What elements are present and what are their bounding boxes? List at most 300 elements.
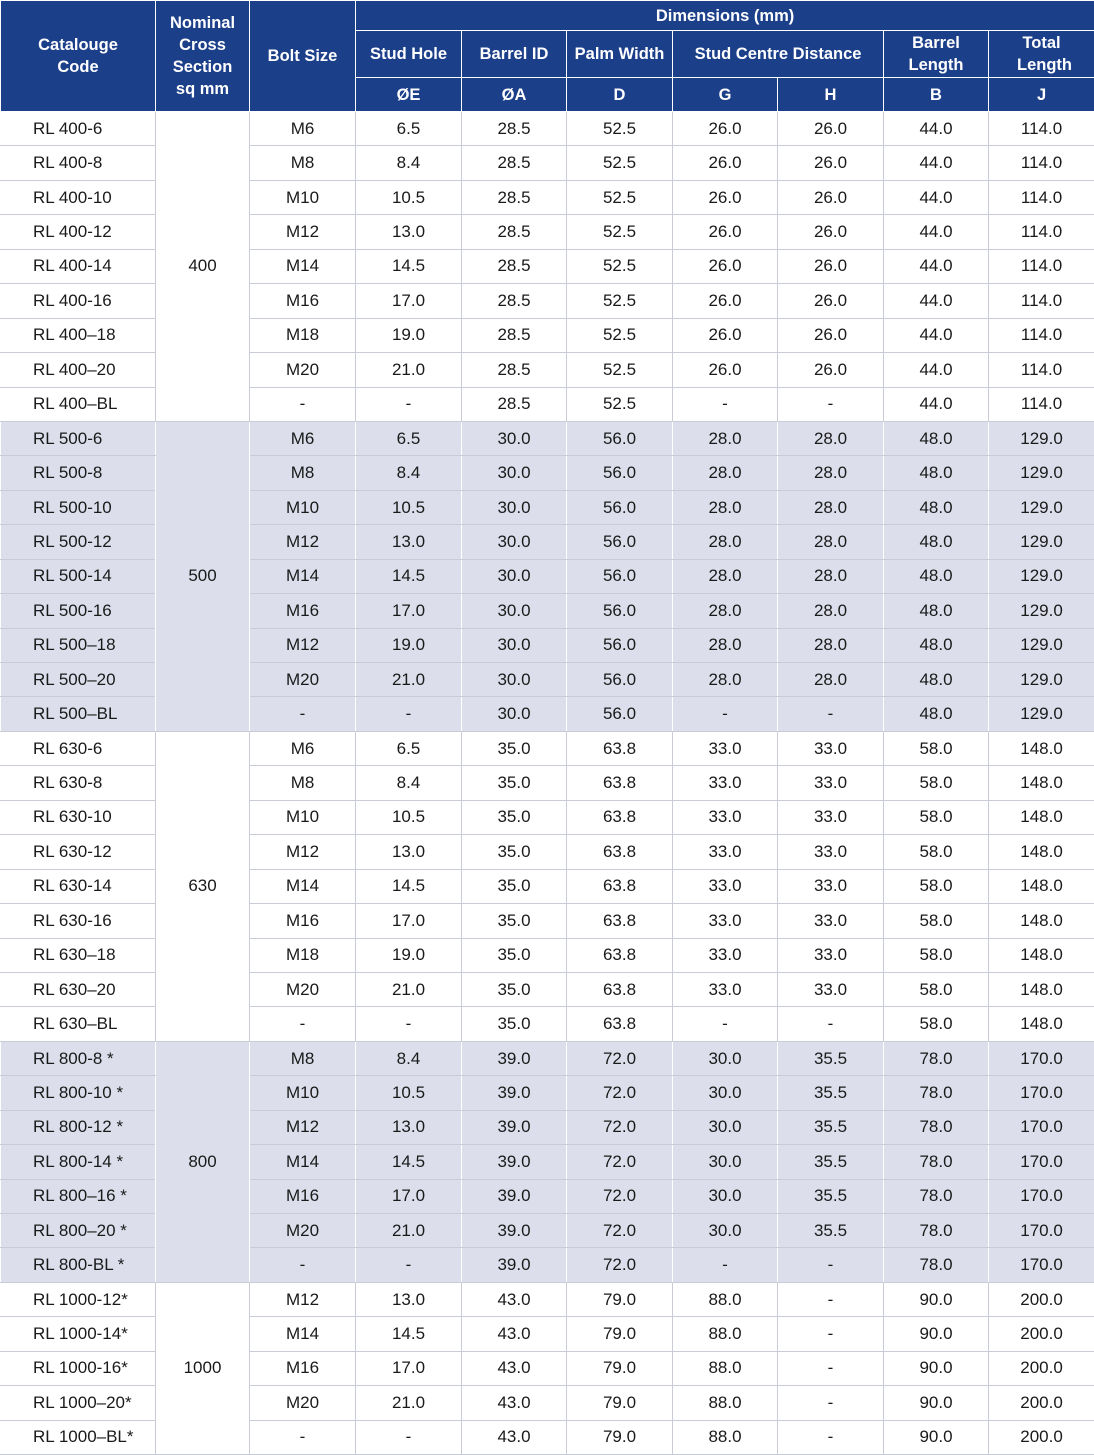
total-length-cell: 129.0	[989, 421, 1094, 455]
catalogue-code-cell: RL 1000-14*	[1, 1317, 156, 1351]
palm-width-cell: 63.8	[567, 731, 673, 765]
stud-centre-h-cell: -	[778, 1420, 884, 1454]
header-stud-centre-distance: Stud Centre Distance	[673, 31, 884, 78]
catalogue-code-cell: RL 800-8 *	[1, 1041, 156, 1075]
header-stud-hole: Stud Hole	[356, 31, 462, 78]
stud-hole-cell: 14.5	[356, 869, 462, 903]
catalogue-code-cell: RL 1000–BL*	[1, 1420, 156, 1454]
stud-centre-g-cell: 28.0	[673, 456, 778, 490]
barrel-length-cell: 44.0	[884, 387, 989, 421]
stud-centre-g-cell: -	[673, 387, 778, 421]
barrel-id-cell: 39.0	[462, 1110, 567, 1144]
bolt-size-cell: M16	[250, 904, 356, 938]
stud-centre-h-cell: 33.0	[778, 904, 884, 938]
barrel-id-cell: 39.0	[462, 1145, 567, 1179]
barrel-id-cell: 35.0	[462, 972, 567, 1006]
stud-hole-cell: 17.0	[356, 904, 462, 938]
palm-width-cell: 52.5	[567, 249, 673, 283]
barrel-length-cell: 44.0	[884, 112, 989, 146]
catalogue-code-cell: RL 400–18	[1, 318, 156, 352]
palm-width-cell: 52.5	[567, 387, 673, 421]
palm-width-cell: 52.5	[567, 215, 673, 249]
catalogue-code-cell: RL 1000–20*	[1, 1386, 156, 1420]
catalogue-code-cell: RL 500–20	[1, 663, 156, 697]
bolt-size-cell: M10	[250, 180, 356, 214]
barrel-id-cell: 28.5	[462, 112, 567, 146]
stud-centre-g-cell: 30.0	[673, 1076, 778, 1110]
stud-centre-g-cell: 88.0	[673, 1386, 778, 1420]
bolt-size-cell: M16	[250, 284, 356, 318]
stud-centre-g-cell: 26.0	[673, 249, 778, 283]
nominal-cross-section-cell: 800	[156, 1041, 250, 1282]
stud-centre-g-cell: -	[673, 1007, 778, 1041]
header-symbol-e: ØE	[356, 78, 462, 112]
barrel-id-cell: 28.5	[462, 318, 567, 352]
stud-centre-g-cell: 33.0	[673, 835, 778, 869]
barrel-id-cell: 30.0	[462, 594, 567, 628]
palm-width-cell: 79.0	[567, 1317, 673, 1351]
barrel-length-cell: 58.0	[884, 766, 989, 800]
palm-width-cell: 72.0	[567, 1145, 673, 1179]
stud-hole-cell: 10.5	[356, 1076, 462, 1110]
palm-width-cell: 56.0	[567, 663, 673, 697]
header-symbol-g: G	[673, 78, 778, 112]
bolt-size-cell: M16	[250, 594, 356, 628]
bolt-size-cell: M14	[250, 1145, 356, 1179]
header-dimensions: Dimensions (mm)	[356, 1, 1094, 31]
palm-width-cell: 52.5	[567, 318, 673, 352]
catalogue-code-cell: RL 630-6	[1, 731, 156, 765]
stud-hole-cell: 21.0	[356, 1386, 462, 1420]
stud-hole-cell: 17.0	[356, 594, 462, 628]
bolt-size-cell: M10	[250, 490, 356, 524]
stud-centre-g-cell: 26.0	[673, 284, 778, 318]
total-length-cell: 200.0	[989, 1386, 1094, 1420]
stud-centre-h-cell: -	[778, 387, 884, 421]
bolt-size-cell: M12	[250, 835, 356, 869]
stud-hole-cell: 8.4	[356, 456, 462, 490]
header-symbol-d: D	[567, 78, 673, 112]
stud-centre-h-cell: -	[778, 1351, 884, 1385]
stud-hole-cell: 8.4	[356, 146, 462, 180]
catalogue-code-cell: RL 400-16	[1, 284, 156, 318]
barrel-id-cell: 30.0	[462, 525, 567, 559]
stud-hole-cell: 21.0	[356, 1214, 462, 1248]
stud-centre-h-cell: 28.0	[778, 663, 884, 697]
stud-centre-g-cell: 26.0	[673, 318, 778, 352]
stud-centre-h-cell: 28.0	[778, 456, 884, 490]
header-barrel-length: Barrel Length	[884, 31, 989, 78]
palm-width-cell: 63.8	[567, 972, 673, 1006]
stud-centre-h-cell: 26.0	[778, 215, 884, 249]
stud-centre-g-cell: 28.0	[673, 559, 778, 593]
catalogue-code-cell: RL 800-14 *	[1, 1145, 156, 1179]
barrel-length-cell: 48.0	[884, 490, 989, 524]
header-symbol-b: B	[884, 78, 989, 112]
barrel-length-cell: 44.0	[884, 146, 989, 180]
total-length-cell: 170.0	[989, 1110, 1094, 1144]
barrel-length-cell: 78.0	[884, 1076, 989, 1110]
palm-width-cell: 79.0	[567, 1420, 673, 1454]
catalogue-code-cell: RL 630–18	[1, 938, 156, 972]
total-length-cell: 200.0	[989, 1351, 1094, 1385]
catalogue-code-cell: RL 630-16	[1, 904, 156, 938]
catalogue-code-cell: RL 500-8	[1, 456, 156, 490]
barrel-id-cell: 35.0	[462, 835, 567, 869]
catalogue-code-cell: RL 400–20	[1, 353, 156, 387]
total-length-cell: 200.0	[989, 1317, 1094, 1351]
total-length-cell: 129.0	[989, 663, 1094, 697]
barrel-id-cell: 39.0	[462, 1214, 567, 1248]
barrel-id-cell: 39.0	[462, 1179, 567, 1213]
total-length-cell: 148.0	[989, 1007, 1094, 1041]
stud-hole-cell: 8.4	[356, 766, 462, 800]
header-palm-width: Palm Width	[567, 31, 673, 78]
bolt-size-cell: M12	[250, 215, 356, 249]
stud-hole-cell: -	[356, 1248, 462, 1282]
palm-width-cell: 56.0	[567, 525, 673, 559]
barrel-length-cell: 90.0	[884, 1317, 989, 1351]
catalogue-code-cell: RL 400-10	[1, 180, 156, 214]
stud-centre-g-cell: 26.0	[673, 146, 778, 180]
palm-width-cell: 56.0	[567, 559, 673, 593]
barrel-id-cell: 39.0	[462, 1041, 567, 1075]
stud-centre-g-cell: 33.0	[673, 869, 778, 903]
barrel-length-cell: 48.0	[884, 525, 989, 559]
barrel-length-cell: 48.0	[884, 663, 989, 697]
total-length-cell: 114.0	[989, 180, 1094, 214]
stud-hole-cell: 6.5	[356, 112, 462, 146]
bolt-size-cell: -	[250, 697, 356, 731]
total-length-cell: 114.0	[989, 318, 1094, 352]
bolt-size-cell: M20	[250, 663, 356, 697]
stud-centre-h-cell: 33.0	[778, 972, 884, 1006]
bolt-size-cell: M10	[250, 1076, 356, 1110]
palm-width-cell: 79.0	[567, 1282, 673, 1316]
stud-centre-g-cell: 88.0	[673, 1351, 778, 1385]
barrel-length-cell: 48.0	[884, 456, 989, 490]
stud-hole-cell: 13.0	[356, 1110, 462, 1144]
bolt-size-cell: -	[250, 1007, 356, 1041]
catalogue-code-cell: RL 500–BL	[1, 697, 156, 731]
palm-width-cell: 63.8	[567, 766, 673, 800]
nominal-cross-section-cell: 1000	[156, 1282, 250, 1454]
row-group	[1, 1282, 1094, 1454]
catalogue-code-cell: RL 500-6	[1, 421, 156, 455]
stud-hole-cell: 13.0	[356, 525, 462, 559]
palm-width-cell: 56.0	[567, 628, 673, 662]
barrel-id-cell: 43.0	[462, 1317, 567, 1351]
stud-hole-cell: -	[356, 697, 462, 731]
catalogue-code-cell: RL 1000-12*	[1, 1282, 156, 1316]
stud-centre-g-cell: -	[673, 697, 778, 731]
stud-centre-h-cell: 33.0	[778, 938, 884, 972]
barrel-length-cell: 48.0	[884, 421, 989, 455]
palm-width-cell: 56.0	[567, 697, 673, 731]
stud-centre-g-cell: 26.0	[673, 215, 778, 249]
total-length-cell: 170.0	[989, 1076, 1094, 1110]
stud-centre-h-cell: 33.0	[778, 835, 884, 869]
stud-centre-g-cell: 28.0	[673, 421, 778, 455]
stud-centre-h-cell: 35.5	[778, 1179, 884, 1213]
stud-centre-g-cell: 28.0	[673, 490, 778, 524]
bolt-size-cell: M6	[250, 731, 356, 765]
barrel-id-cell: 30.0	[462, 559, 567, 593]
table-row	[1, 1282, 1094, 1316]
bolt-size-cell: -	[250, 387, 356, 421]
stud-centre-h-cell: 33.0	[778, 731, 884, 765]
stud-hole-cell: 19.0	[356, 938, 462, 972]
catalogue-code-cell: RL 400-6	[1, 112, 156, 146]
total-length-cell: 148.0	[989, 766, 1094, 800]
stud-centre-h-cell: 28.0	[778, 594, 884, 628]
barrel-id-cell: 43.0	[462, 1386, 567, 1420]
total-length-cell: 170.0	[989, 1041, 1094, 1075]
bolt-size-cell: M12	[250, 628, 356, 662]
stud-centre-g-cell: 33.0	[673, 938, 778, 972]
palm-width-cell: 79.0	[567, 1351, 673, 1385]
header-nominal-cross-section: Nominal Cross Section sq mm	[156, 1, 250, 112]
bolt-size-cell: M8	[250, 456, 356, 490]
total-length-cell: 170.0	[989, 1214, 1094, 1248]
stud-centre-h-cell: 26.0	[778, 284, 884, 318]
total-length-cell: 114.0	[989, 353, 1094, 387]
stud-centre-g-cell: 33.0	[673, 766, 778, 800]
barrel-id-cell: 35.0	[462, 938, 567, 972]
stud-hole-cell: -	[356, 387, 462, 421]
stud-hole-cell: 8.4	[356, 1041, 462, 1075]
total-length-cell: 114.0	[989, 387, 1094, 421]
stud-hole-cell: -	[356, 1007, 462, 1041]
bolt-size-cell: M14	[250, 1317, 356, 1351]
barrel-id-cell: 30.0	[462, 697, 567, 731]
barrel-length-cell: 58.0	[884, 869, 989, 903]
stud-centre-g-cell: 88.0	[673, 1282, 778, 1316]
stud-centre-g-cell: 28.0	[673, 525, 778, 559]
stud-hole-cell: 17.0	[356, 284, 462, 318]
barrel-length-cell: 48.0	[884, 559, 989, 593]
stud-centre-h-cell: 26.0	[778, 146, 884, 180]
stud-centre-h-cell: -	[778, 1317, 884, 1351]
stud-centre-g-cell: 88.0	[673, 1317, 778, 1351]
table-header	[1, 1, 1094, 112]
barrel-id-cell: 35.0	[462, 766, 567, 800]
bolt-size-cell: M8	[250, 146, 356, 180]
total-length-cell: 129.0	[989, 697, 1094, 731]
row-group	[1, 112, 1094, 422]
bolt-size-cell: M6	[250, 421, 356, 455]
stud-centre-g-cell: 30.0	[673, 1214, 778, 1248]
barrel-id-cell: 43.0	[462, 1282, 567, 1316]
bolt-size-cell: M14	[250, 869, 356, 903]
stud-centre-g-cell: 28.0	[673, 663, 778, 697]
stud-centre-g-cell: 33.0	[673, 904, 778, 938]
total-length-cell: 114.0	[989, 249, 1094, 283]
bolt-size-cell: M18	[250, 318, 356, 352]
barrel-length-cell: 90.0	[884, 1351, 989, 1385]
barrel-id-cell: 28.5	[462, 353, 567, 387]
stud-hole-cell: 14.5	[356, 1317, 462, 1351]
barrel-id-cell: 30.0	[462, 456, 567, 490]
palm-width-cell: 52.5	[567, 180, 673, 214]
table-row	[1, 421, 1094, 455]
barrel-id-cell: 28.5	[462, 180, 567, 214]
total-length-cell: 148.0	[989, 835, 1094, 869]
stud-centre-g-cell: 28.0	[673, 628, 778, 662]
barrel-length-cell: 58.0	[884, 904, 989, 938]
catalogue-code-cell: RL 500-16	[1, 594, 156, 628]
bolt-size-cell: M16	[250, 1179, 356, 1213]
total-length-cell: 129.0	[989, 490, 1094, 524]
stud-centre-h-cell: 35.5	[778, 1076, 884, 1110]
total-length-cell: 148.0	[989, 972, 1094, 1006]
stud-centre-h-cell: -	[778, 1386, 884, 1420]
barrel-length-cell: 58.0	[884, 835, 989, 869]
barrel-id-cell: 43.0	[462, 1420, 567, 1454]
catalogue-code-cell: RL 630-14	[1, 869, 156, 903]
bolt-size-cell: M10	[250, 800, 356, 834]
header-symbol-h: H	[778, 78, 884, 112]
palm-width-cell: 52.5	[567, 146, 673, 180]
barrel-id-cell: 35.0	[462, 800, 567, 834]
stud-hole-cell: 13.0	[356, 1282, 462, 1316]
catalogue-code-cell: RL 630-10	[1, 800, 156, 834]
barrel-id-cell: 30.0	[462, 421, 567, 455]
barrel-length-cell: 44.0	[884, 318, 989, 352]
barrel-length-cell: 90.0	[884, 1420, 989, 1454]
total-length-cell: 129.0	[989, 559, 1094, 593]
barrel-length-cell: 44.0	[884, 249, 989, 283]
catalogue-code-cell: RL 630–BL	[1, 1007, 156, 1041]
stud-centre-h-cell: 26.0	[778, 318, 884, 352]
stud-centre-g-cell: 33.0	[673, 972, 778, 1006]
total-length-cell: 148.0	[989, 938, 1094, 972]
palm-width-cell: 63.8	[567, 1007, 673, 1041]
barrel-id-cell: 35.0	[462, 731, 567, 765]
header-total-length: Total Length	[989, 31, 1094, 78]
total-length-cell: 200.0	[989, 1420, 1094, 1454]
stud-centre-h-cell: 33.0	[778, 766, 884, 800]
total-length-cell: 148.0	[989, 869, 1094, 903]
barrel-length-cell: 90.0	[884, 1282, 989, 1316]
total-length-cell: 170.0	[989, 1179, 1094, 1213]
barrel-length-cell: 58.0	[884, 1007, 989, 1041]
total-length-cell: 170.0	[989, 1145, 1094, 1179]
total-length-cell: 200.0	[989, 1282, 1094, 1316]
total-length-cell: 129.0	[989, 628, 1094, 662]
palm-width-cell: 56.0	[567, 594, 673, 628]
barrel-id-cell: 28.5	[462, 249, 567, 283]
barrel-id-cell: 28.5	[462, 146, 567, 180]
total-length-cell: 114.0	[989, 215, 1094, 249]
stud-centre-h-cell: 33.0	[778, 800, 884, 834]
catalogue-code-cell: RL 630-8	[1, 766, 156, 800]
barrel-id-cell: 43.0	[462, 1351, 567, 1385]
barrel-id-cell: 30.0	[462, 490, 567, 524]
barrel-length-cell: 44.0	[884, 353, 989, 387]
stud-hole-cell: 19.0	[356, 318, 462, 352]
row-group	[1, 1041, 1094, 1282]
palm-width-cell: 63.8	[567, 938, 673, 972]
stud-centre-h-cell: 33.0	[778, 869, 884, 903]
catalogue-code-cell: RL 630-12	[1, 835, 156, 869]
catalogue-code-cell: RL 800-BL *	[1, 1248, 156, 1282]
barrel-id-cell: 30.0	[462, 628, 567, 662]
palm-width-cell: 63.8	[567, 869, 673, 903]
catalogue-code-cell: RL 800–16 *	[1, 1179, 156, 1213]
stud-centre-h-cell: 28.0	[778, 490, 884, 524]
stud-centre-h-cell: 35.5	[778, 1110, 884, 1144]
barrel-length-cell: 78.0	[884, 1041, 989, 1075]
barrel-id-cell: 28.5	[462, 284, 567, 318]
total-length-cell: 148.0	[989, 731, 1094, 765]
stud-centre-g-cell: 30.0	[673, 1145, 778, 1179]
stud-centre-g-cell: 26.0	[673, 112, 778, 146]
bolt-size-cell: M12	[250, 1110, 356, 1144]
barrel-length-cell: 58.0	[884, 938, 989, 972]
barrel-id-cell: 39.0	[462, 1076, 567, 1110]
stud-centre-h-cell: 26.0	[778, 249, 884, 283]
bolt-size-cell: -	[250, 1248, 356, 1282]
palm-width-cell: 52.5	[567, 353, 673, 387]
barrel-length-cell: 78.0	[884, 1179, 989, 1213]
table-row	[1, 1041, 1094, 1075]
bolt-size-cell: M14	[250, 249, 356, 283]
stud-hole-cell: 17.0	[356, 1179, 462, 1213]
bolt-size-cell: M20	[250, 353, 356, 387]
barrel-length-cell: 44.0	[884, 215, 989, 249]
header-catalogue-code: Catalouge Code	[1, 1, 156, 112]
stud-centre-g-cell: 26.0	[673, 353, 778, 387]
barrel-length-cell: 48.0	[884, 697, 989, 731]
table-row	[1, 731, 1094, 765]
palm-width-cell: 79.0	[567, 1386, 673, 1420]
catalogue-code-cell: RL 800-10 *	[1, 1076, 156, 1110]
stud-hole-cell: 13.0	[356, 835, 462, 869]
bolt-size-cell: M8	[250, 766, 356, 800]
stud-centre-h-cell: -	[778, 697, 884, 731]
palm-width-cell: 72.0	[567, 1248, 673, 1282]
nominal-cross-section-cell: 630	[156, 731, 250, 1041]
barrel-id-cell: 30.0	[462, 663, 567, 697]
catalogue-code-cell: RL 400–BL	[1, 387, 156, 421]
stud-centre-g-cell: -	[673, 1248, 778, 1282]
stud-centre-g-cell: 88.0	[673, 1420, 778, 1454]
catalogue-code-cell: RL 400-14	[1, 249, 156, 283]
palm-width-cell: 56.0	[567, 490, 673, 524]
stud-centre-h-cell: -	[778, 1248, 884, 1282]
stud-hole-cell: 14.5	[356, 559, 462, 593]
palm-width-cell: 72.0	[567, 1214, 673, 1248]
stud-hole-cell: 14.5	[356, 249, 462, 283]
stud-centre-h-cell: 28.0	[778, 525, 884, 559]
total-length-cell: 114.0	[989, 284, 1094, 318]
stud-centre-g-cell: 26.0	[673, 180, 778, 214]
catalogue-code-cell: RL 400-12	[1, 215, 156, 249]
barrel-length-cell: 44.0	[884, 180, 989, 214]
stud-hole-cell: 14.5	[356, 1145, 462, 1179]
stud-centre-h-cell: 35.5	[778, 1145, 884, 1179]
total-length-cell: 129.0	[989, 594, 1094, 628]
palm-width-cell: 72.0	[567, 1110, 673, 1144]
barrel-length-cell: 48.0	[884, 594, 989, 628]
row-group	[1, 421, 1094, 731]
header-symbol-j: J	[989, 78, 1094, 112]
header-bolt-size: Bolt Size	[250, 1, 356, 112]
catalogue-code-cell: RL 500-10	[1, 490, 156, 524]
barrel-length-cell: 58.0	[884, 972, 989, 1006]
stud-hole-cell: 10.5	[356, 490, 462, 524]
